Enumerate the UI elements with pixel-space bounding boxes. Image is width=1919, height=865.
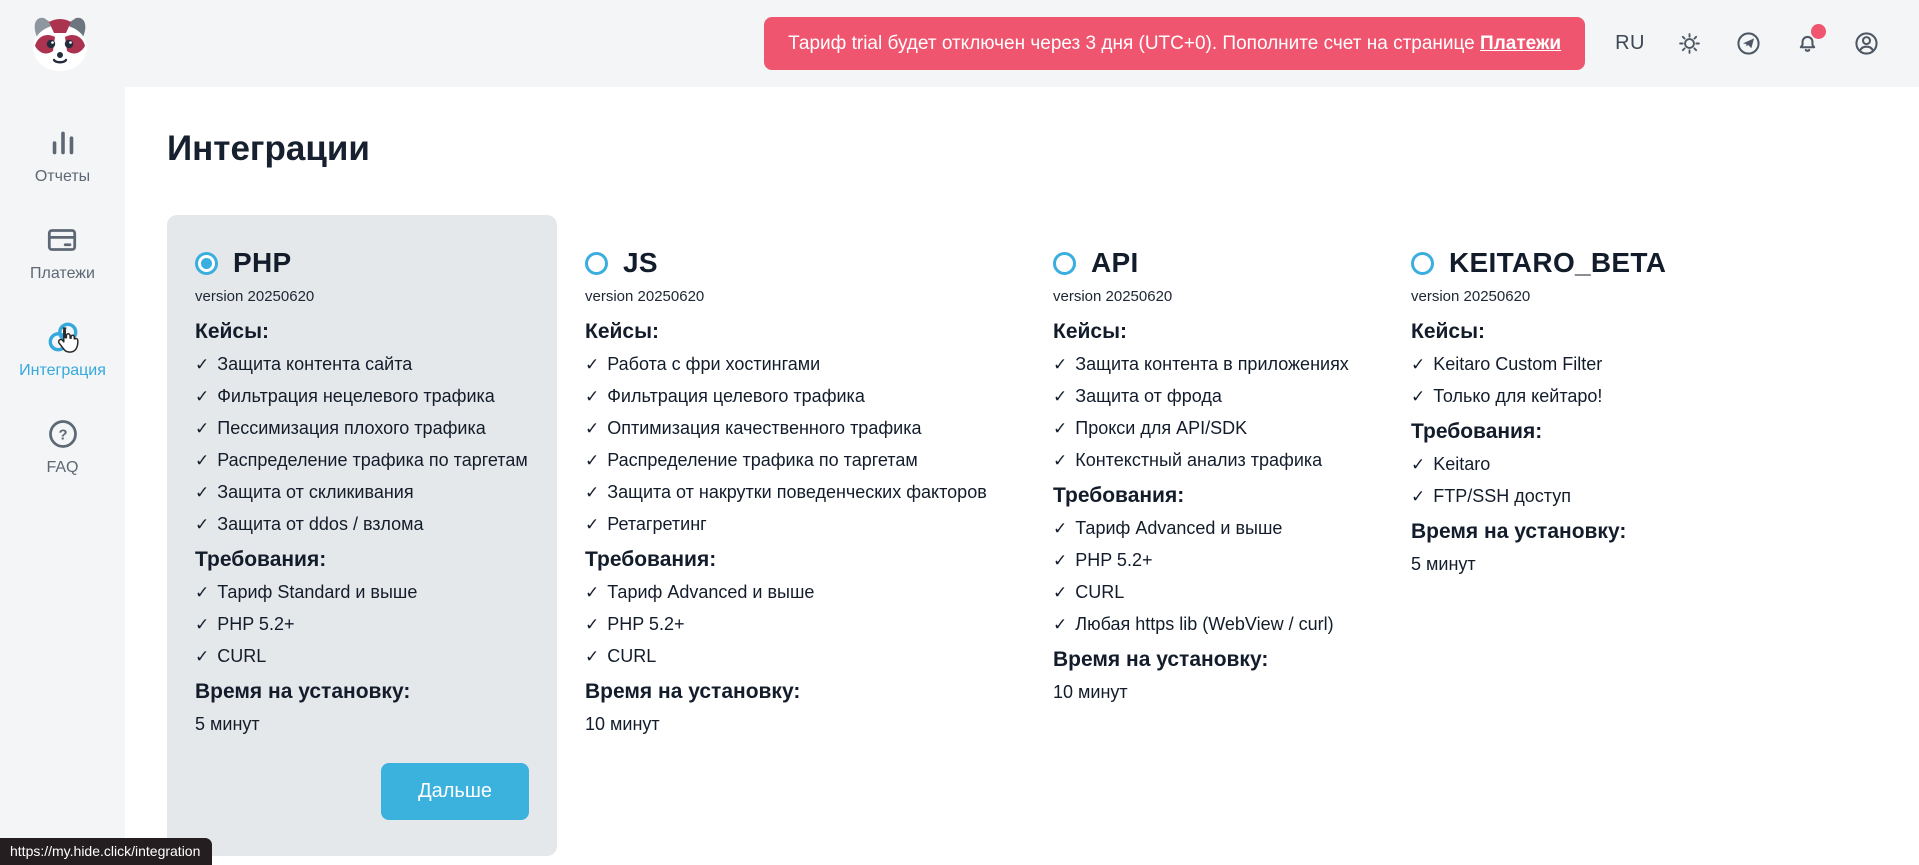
- list-item: ✓ Защита от ddos / взлома: [195, 514, 424, 534]
- requirements-list: [1053, 518, 1383, 635]
- check-icon: ✓: [1053, 355, 1068, 374]
- list-item: ✓ PHP 5.2+: [585, 614, 685, 634]
- check-icon: ✓: [195, 387, 210, 406]
- list-item: ✓ Оптимизация качественного трафика: [585, 418, 922, 438]
- cases-list: [585, 354, 1025, 535]
- requirements-heading: Требования:: [585, 548, 717, 571]
- sidebar-item-label: Интеграция: [19, 362, 106, 379]
- time-value: 10 минут: [585, 714, 660, 734]
- radio-js[interactable]: [585, 252, 608, 275]
- check-icon: ✓: [1411, 487, 1426, 506]
- integration-options: [167, 215, 1919, 856]
- time-value: 5 минут: [1411, 554, 1476, 574]
- cases-list: [195, 354, 529, 535]
- list-item: ✓ Защита контента в приложениях: [1053, 354, 1349, 374]
- check-icon: ✓: [1053, 583, 1068, 602]
- trial-warning-banner: [764, 17, 1585, 70]
- chain-link-icon: [45, 319, 81, 355]
- list-item: ✓ Любая https lib (WebView / curl): [1053, 614, 1334, 634]
- list-item: ✓ Ретагретинг: [585, 514, 707, 534]
- link-preview-tooltip: https://my.hide.click/integration: [0, 838, 212, 865]
- integration-option-js: [585, 215, 1025, 735]
- language-switcher[interactable]: RU: [1615, 32, 1645, 54]
- check-icon: ✓: [195, 515, 210, 534]
- check-icon: ✓: [1411, 387, 1426, 406]
- list-item: ✓ PHP 5.2+: [1053, 550, 1153, 570]
- svg-text:?: ?: [57, 427, 68, 444]
- integration-name: JS: [623, 247, 658, 278]
- radio-keitaro-beta[interactable]: [1411, 252, 1434, 275]
- time-heading: Время на установку:: [585, 680, 801, 703]
- sidebar-item-faq[interactable]: [45, 416, 81, 477]
- theme-sun-icon[interactable]: [1675, 29, 1704, 58]
- check-icon: ✓: [585, 483, 600, 502]
- sidebar-item-payments[interactable]: [30, 222, 95, 283]
- check-icon: ✓: [585, 615, 600, 634]
- check-icon: ✓: [585, 647, 600, 666]
- integration-version: version 20250620: [585, 288, 705, 305]
- check-icon: ✓: [195, 647, 210, 666]
- requirements-heading: Требования:: [1411, 420, 1543, 443]
- time-heading: Время на установку:: [1411, 520, 1627, 543]
- cases-heading: Кейсы:: [1053, 320, 1128, 343]
- list-item: ✓ CURL: [195, 646, 267, 666]
- list-item: ✓ Контекстный анализ трафика: [1053, 450, 1323, 470]
- top-header: [0, 0, 1919, 87]
- integration-name: API: [1091, 247, 1139, 278]
- list-item: ✓ Пессимизация плохого трафика: [195, 418, 486, 438]
- integration-version: version 20250620: [195, 288, 315, 305]
- integration-option-api: [1053, 215, 1383, 703]
- time-value: 5 минут: [195, 714, 260, 734]
- list-item: ✓ Тариф Advanced и выше: [1053, 518, 1283, 538]
- telegram-icon[interactable]: [1734, 29, 1763, 58]
- list-item: ✓ CURL: [585, 646, 657, 666]
- sidebar-nav: [0, 87, 125, 865]
- list-item: ✓ FTP/SSH доступ: [1411, 486, 1571, 506]
- banner-text: Тариф trial будет отключен через 3 дня (UTC+0). Пополните счет на странице: [788, 33, 1481, 54]
- check-icon: ✓: [195, 451, 210, 470]
- check-icon: ✓: [585, 451, 600, 470]
- check-icon: ✓: [1053, 519, 1068, 538]
- check-icon: ✓: [195, 583, 210, 602]
- banner-payments-link[interactable]: Платежи: [1480, 33, 1562, 54]
- list-item: ✓ Распределение трафика по таргетам: [195, 450, 528, 470]
- list-item: ✓ Фильтрация целевого трафика: [585, 386, 865, 406]
- check-icon: ✓: [1053, 551, 1068, 570]
- integration-option-keitaro-beta: [1411, 215, 1746, 575]
- integration-name: KEITARO_BETA: [1449, 247, 1667, 278]
- credit-card-icon: [44, 222, 80, 258]
- sidebar-item-label: Платежи: [30, 265, 95, 282]
- check-icon: ✓: [195, 355, 210, 374]
- list-item: ✓ Распределение трафика по таргетам: [585, 450, 918, 470]
- check-icon: ✓: [1411, 355, 1426, 374]
- check-icon: ✓: [195, 419, 210, 438]
- integration-version: version 20250620: [1411, 288, 1531, 305]
- check-icon: ✓: [195, 483, 210, 502]
- integration-card-php: [167, 215, 557, 856]
- check-icon: ✓: [585, 355, 600, 374]
- list-item: ✓ Защита от скликивания: [195, 482, 414, 502]
- cases-list: [1411, 354, 1746, 407]
- time-heading: Время на установку:: [195, 680, 411, 703]
- time-value: 10 минут: [1053, 682, 1128, 702]
- check-icon: ✓: [585, 515, 600, 534]
- list-item: ✓ Защита контента сайта: [195, 354, 413, 374]
- radio-php[interactable]: [195, 252, 218, 275]
- requirements-list: [1411, 454, 1746, 507]
- next-button[interactable]: Дальше: [381, 763, 529, 820]
- list-item: ✓ Прокси для API/SDK: [1053, 418, 1248, 438]
- time-heading: Время на установку:: [1053, 648, 1269, 671]
- integration-version: version 20250620: [1053, 288, 1173, 305]
- sidebar-item-label: Отчеты: [34, 168, 91, 185]
- integration-name: PHP: [233, 247, 292, 278]
- cases-heading: Кейсы:: [195, 320, 270, 343]
- list-item: ✓ Фильтрация нецелевого трафика: [195, 386, 495, 406]
- sidebar-item-reports[interactable]: [35, 125, 90, 186]
- sidebar-item-label: FAQ: [46, 459, 79, 476]
- list-item: ✓ PHP 5.2+: [195, 614, 295, 634]
- notification-dot: [1811, 24, 1826, 39]
- cases-heading: Кейсы:: [585, 320, 660, 343]
- bar-chart-icon: [45, 125, 81, 161]
- requirements-list: [585, 582, 1025, 667]
- requirements-heading: Требования:: [1053, 484, 1185, 507]
- check-icon: ✓: [585, 583, 600, 602]
- header-actions: [1615, 29, 1881, 58]
- check-icon: ✓: [585, 387, 600, 406]
- list-item: ✓ CURL: [1053, 582, 1125, 602]
- check-icon: ✓: [1053, 615, 1068, 634]
- notifications-bell-icon[interactable]: [1793, 29, 1822, 58]
- list-item: ✓ Защита от накрутки поведенческих факторов: [585, 482, 987, 502]
- list-item: ✓ Keitaro Custom Filter: [1411, 354, 1603, 374]
- question-circle-icon: [45, 416, 81, 452]
- check-icon: ✓: [1411, 455, 1426, 474]
- main-content: [125, 87, 1919, 865]
- cases-list: [1053, 354, 1383, 471]
- list-item: ✓ Работа с фри хостингами: [585, 354, 821, 374]
- account-icon[interactable]: [1852, 29, 1881, 58]
- requirements-heading: Требования:: [195, 548, 327, 571]
- raccoon-logo[interactable]: [22, 13, 98, 75]
- requirements-list: [195, 582, 529, 667]
- check-icon: ✓: [1053, 451, 1068, 470]
- radio-api[interactable]: [1053, 252, 1076, 275]
- list-item: ✓ Только для кейтаро!: [1411, 386, 1603, 406]
- list-item: ✓ Тариф Advanced и выше: [585, 582, 815, 602]
- check-icon: ✓: [195, 615, 210, 634]
- list-item: ✓ Тариф Standard и выше: [195, 582, 418, 602]
- list-item: ✓ Keitaro: [1411, 454, 1491, 474]
- check-icon: ✓: [1053, 419, 1068, 438]
- page-title: Интеграции: [167, 129, 370, 168]
- check-icon: ✓: [585, 419, 600, 438]
- cases-heading: Кейсы:: [1411, 320, 1486, 343]
- sidebar-item-integration[interactable]: [19, 319, 106, 380]
- check-icon: ✓: [1053, 387, 1068, 406]
- list-item: ✓ Защита от фрода: [1053, 386, 1222, 406]
